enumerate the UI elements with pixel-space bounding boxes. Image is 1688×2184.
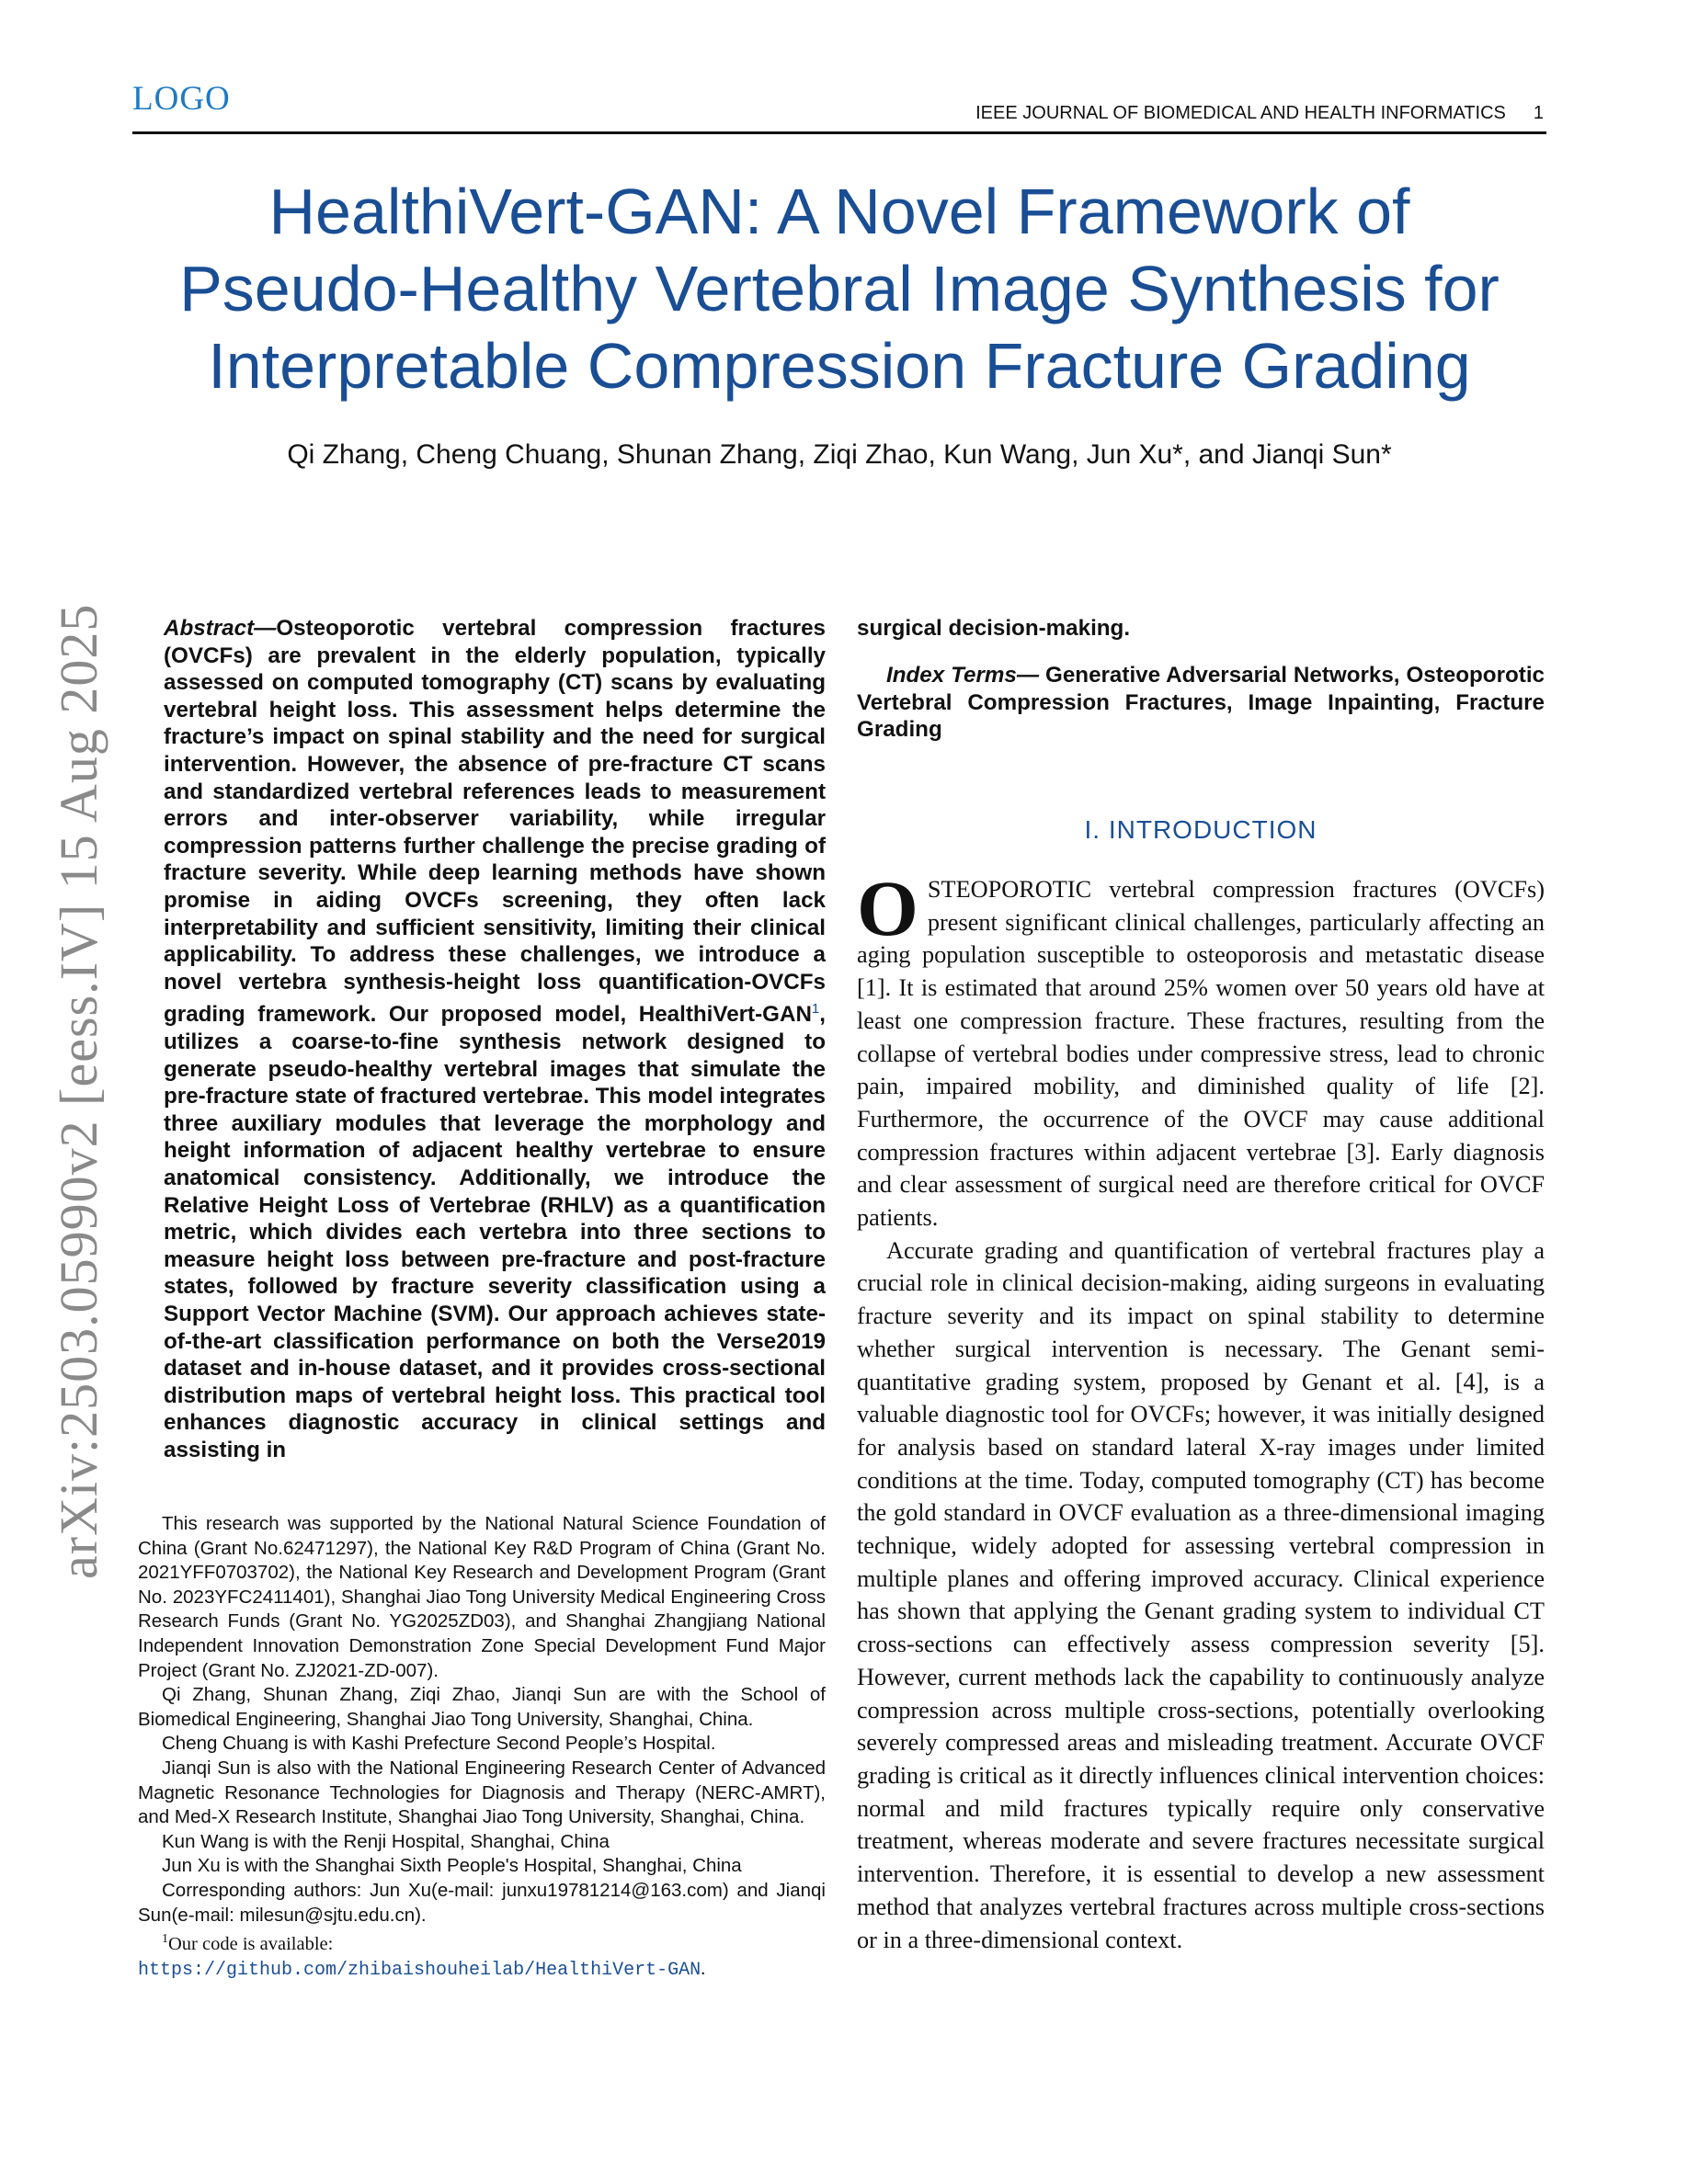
footnote-code — [138, 1928, 826, 1983]
section-heading: I. INTRODUCTION — [1084, 815, 1317, 844]
footnote-affiliation: Jianqi Sun is also with the National Engineering Research Center of Advanced Magnetic Resonance Technologies for Diagnosis and Therapy (NERC-AMRT), and Med-X Research Institute, Shanghai Jiao Tong University, Shanghai, China. — [138, 1757, 826, 1828]
footnotes — [138, 1512, 826, 1983]
logo: LOGO — [132, 80, 231, 118]
intro-first-word: STEOPOROTIC — [927, 876, 1092, 903]
footnote-affiliation: Cheng Chuang is with Kashi Prefecture Second People’s Hospital. — [162, 1733, 716, 1755]
journal-name: IEEE JOURNAL OF BIOMEDICAL AND HEALTH INFORMATICS — [975, 103, 1506, 123]
footnote-funding: This research was supported by the National Natural Science Foundation of China (Grant No.62471297), the National Key R&D Program of China (Grant No. 2021YFF0703702), the National Key Research and Development Program (Grant No. 2023YFC2411401), Shanghai Jiao Tong University Medical Engineering Cross Research Funds (Grant No. YG2025ZD03), and Shanghai Zhangjiang National Independent Innovation Demonstration Zone Special Development Fund Major Project (Grant No. ZJ2021-ZD-007). — [138, 1513, 826, 1681]
abstract-text: Osteoporotic vertebral compression fractures (OVCFs) are prevalent in the elderly population, typically assessed on computed tomography (CT) scans by evaluating vertebral height loss. This assessment helps determine the fracture’s impact on spinal stability and the need for surgical intervention. However, the absence of pre-fracture CT scans and standardized vertebral references leads to measurement errors and inter-observer variability, while irregular compression patterns further challenge the precise grading of fracture severity. While deep learning methods have shown promise in aiding OVCFs screening, they often lack interpretability and sufficient sensitivity, limiting their clinical applicability. To address these challenges, we introduce a novel vertebra synthesis-height loss quantification-OVCFs grading framework. Our proposed model, HealthiVert-GAN — [164, 616, 826, 1028]
index-terms — [857, 662, 1545, 744]
intro-body — [857, 864, 1545, 1956]
footnote-affiliation: Kun Wang is with the Renji Hospital, Shanghai, China — [162, 1830, 610, 1852]
footnote-mark[interactable]: 1 — [811, 1001, 820, 1018]
footnote-code-text: Our code is available: — [168, 1933, 334, 1954]
footnote-affiliation: Qi Zhang, Shunan Zhang, Ziqi Zhao, Jianqi Sun are with the School of Biomedical Engineering, Shanghai Jiao Tong University, Shanghai, China. — [138, 1684, 826, 1730]
paper-title — [132, 173, 1546, 404]
header-rule — [132, 131, 1546, 134]
abstract-label: Abstract— — [164, 616, 277, 641]
index-terms-label: Index Terms— — [886, 663, 1040, 688]
page-number: 1 — [1533, 103, 1544, 123]
title-line: Pseudo-Healthy Vertebral Image Synthesis for — [179, 253, 1500, 324]
drop-cap: O — [857, 864, 918, 952]
footnote-corresponding: Corresponding authors: Jun Xu(e-mail: junxu19781214@163.com) and Jianqi Sun(e-mail: milesun@sjtu.edu.cn). — [138, 1879, 826, 1926]
intro-paragraph: Accurate grading and quantification of vertebral fractures play a crucial role in clinical decision-making, aiding surgeons in evaluating fracture severity and its impact on spinal stability to determine whether surgical intervention is necessary. The Genant semi-quantitative grading system, proposed by Genant et al. [4], is a valuable diagnostic tool for OVCFs; however, it was initially designed for analysis based on standard lateral X-ray images under limited conditions at the time. Today, computed tomography (CT) has become the gold standard in OVCF evaluation as a three-dimensional imaging technique, widely adopted for assessing vertebral compression in multiple planes and offering improved accuracy. Clinical experience has shown that applying the Genant grading system to individual CT cross-sections can effectively assess compression severity [5]. However, current methods lack the capability to continuously analyze compression across multiple cross-sections, potentially overlooking severely compressed areas and misleading treatment. Accurate OVCF grading is critical as it directly influences clinical intervention choices: normal and mild fractures typically require only conservative treatment, whereas moderate and severe fractures necessitate surgical intervention. Therefore, it is essential to develop a new assessment method that analyzes vertebral fractures across multiple cross-sections or in a three-dimensional context. — [857, 1236, 1545, 1953]
footnote-code-mark: 1 — [162, 1932, 168, 1947]
running-header — [975, 103, 1544, 124]
abstract — [164, 615, 826, 1463]
intro-paragraph — [857, 864, 1545, 1234]
footnote-code-end: . — [701, 1958, 706, 1979]
index-terms-text: Generative Adversarial Networks, Osteoporotic Vertebral Compression Fractures, Image Inpainting, Fracture Grading — [857, 663, 1545, 743]
author-list: Qi Zhang, Cheng Chuang, Shunan Zhang, Ziqi Zhao, Kun Wang, Jun Xu*, and Jianqi Sun* — [287, 439, 1392, 470]
arxiv-identifier: arXiv:2503.05990v2 [eess.IV] 15 Aug 2025 — [49, 603, 108, 1579]
code-link[interactable]: https://github.com/zhibaishouheilab/HealthiVert-GAN — [138, 1959, 701, 1981]
abstract-continuation: surgical decision-making. — [857, 616, 1131, 641]
intro-text: vertebral compression fractures (OVCFs) present significant clinical challenges, particularly affecting an aging population susceptible to osteoporosis and metastatic disease [1]. It is estimated that around 25% women over 50 years old have at least one compression fracture. These fractures, resulting from the collapse of vertebral bodies under compressive stress, lead to chronic pain, impaired mobility, and diminished quality of life [2]. Furthermore, the occurrence of the OVCF may cause additional compression fractures within adjacent vertebrae [3]. Early diagnosis and clear assessment of surgical need are therefore critical for OVCF patients. — [857, 876, 1545, 1232]
title-line: HealthiVert-GAN: A Novel Framework of — [268, 176, 1410, 247]
abstract-text: , utilizes a coarse-to-fine synthesis network designed to generate pseudo-healthy vertebral images that simulate the pre-fracture state of fractured vertebrae. This model integrates three auxiliary modules that leverage the morphology and height information of adjacent healthy vertebrae to ensure anatomical consistency. Additionally, we introduce the Relative Height Loss of Vertebrae (RHLV) as a quantification metric, which divides each vertebra into three sections to measure height loss between pre-fracture and post-fracture states, followed by fracture severity classification using a Support Vector Machine (SVM). Our approach achieves state-of-the-art classification performance on both the Verse2019 dataset and in-house dataset, and it provides cross-sectional distribution maps of vertebral height loss. This practical tool enhances diagnostic accuracy in clinical settings and assisting in — [164, 1002, 826, 1462]
title-line: Interpretable Compression Fracture Grading — [208, 330, 1471, 402]
footnote-affiliation: Jun Xu is with the Shanghai Sixth People's Hospital, Shanghai, China — [162, 1855, 742, 1877]
